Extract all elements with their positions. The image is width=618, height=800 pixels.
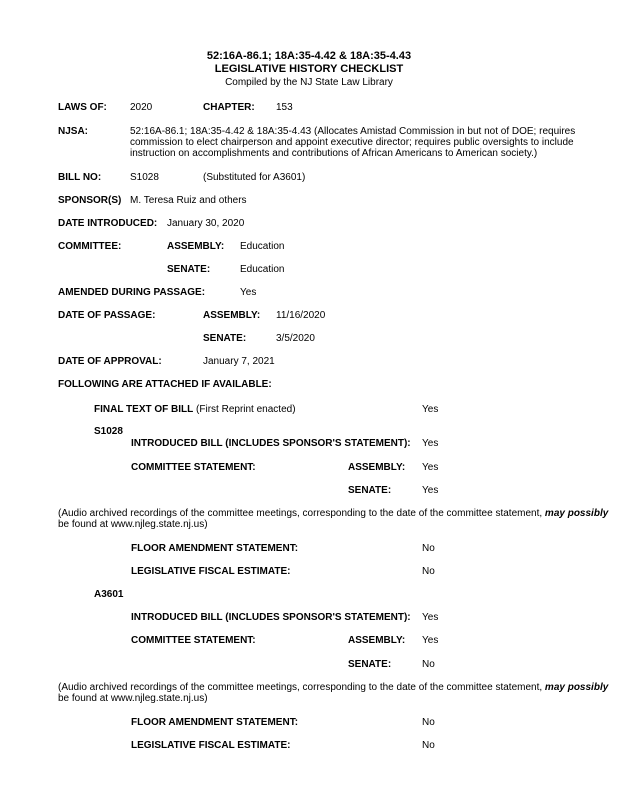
a3601-audio-post: be found at www.njleg.state.nj.us): [58, 693, 208, 704]
passage-senate-label: SENATE:: [203, 333, 247, 344]
njsa-line-2: commission to elect chairperson and appoint executive director; requires public oversights to include: [130, 137, 574, 148]
s1028-heading: S1028: [94, 426, 123, 437]
a3601-senate-value: No: [422, 659, 435, 670]
final-text-value: Yes: [422, 404, 439, 415]
bill-no-note: (Substituted for A3601): [203, 172, 306, 183]
final-text-row: [94, 404, 296, 416]
date-introduced-value: January 30, 2020: [167, 218, 245, 229]
s1028-fiscal-label: LEGISLATIVE FISCAL ESTIMATE:: [131, 566, 291, 577]
date-of-passage-label: DATE OF PASSAGE:: [58, 310, 156, 321]
a3601-introduced-label: INTRODUCED BILL (INCLUDES SPONSOR'S STATEMENT):: [131, 612, 411, 623]
laws-of-value: 2020: [130, 102, 153, 113]
bill-no-label: BILL NO:: [58, 172, 102, 183]
a3601-fiscal-value: No: [422, 740, 435, 751]
final-text-note: (First Reprint enacted): [196, 404, 296, 415]
s1028-committee-label: COMMITTEE STATEMENT:: [131, 462, 256, 473]
amended-label: AMENDED DURING PASSAGE:: [58, 287, 206, 298]
s1028-audio-bold: may possibly: [544, 508, 609, 519]
s1028-senate-label: SENATE:: [348, 485, 392, 496]
final-text-label: FINAL TEXT OF BILL: [94, 404, 194, 415]
date-of-approval-value: January 7, 2021: [203, 356, 275, 367]
laws-of-label: LAWS OF:: [58, 102, 107, 113]
passage-assembly-value: 11/16/2020: [276, 310, 326, 321]
committee-assembly-label: ASSEMBLY:: [167, 241, 225, 252]
date-introduced-label: DATE INTRODUCED:: [58, 218, 158, 229]
s1028-floor-value: No: [422, 543, 435, 554]
a3601-assembly-value: Yes: [422, 635, 439, 646]
amended-value: Yes: [240, 287, 257, 298]
a3601-introduced-value: Yes: [422, 612, 439, 623]
njsa-line-1: 52:16A-86.1; 18A:35-4.42 & 18A:35-4.43 (Allocates Amistad Commission in but not of DOE; requires: [130, 126, 576, 137]
a3601-senate-label: SENATE:: [348, 659, 392, 670]
sponsors-value: M. Teresa Ruiz and others: [130, 195, 247, 206]
sponsors-label: SPONSOR(S): [58, 195, 122, 206]
a3601-floor-value: No: [422, 717, 435, 728]
s1028-fiscal-value: No: [422, 566, 435, 577]
s1028-assembly-value: Yes: [422, 462, 439, 473]
a3601-committee-label: COMMITTEE STATEMENT:: [131, 635, 256, 646]
title-line-1: 52:16A-86.1; 18A:35-4.42 & 18A:35-4.43: [206, 50, 412, 62]
passage-senate-value: 3/5/2020: [276, 333, 315, 344]
committee-senate-label: SENATE:: [167, 264, 211, 275]
chapter-label: CHAPTER:: [203, 102, 255, 113]
s1028-audio-pre: (Audio archived recordings of the committee meetings, corresponding to the date of the committee statement,: [58, 508, 543, 519]
title-line-2: LEGISLATIVE HISTORY CHECKLIST: [214, 63, 404, 75]
a3601-audio-bold: may possibly: [544, 682, 609, 693]
chapter-value: 153: [276, 102, 293, 113]
njsa-line-3: instruction on accomplishments and contributions of African Americans to American society.): [130, 148, 538, 159]
s1028-floor-label: FLOOR AMENDMENT STATEMENT:: [131, 543, 299, 554]
s1028-audio-post: be found at www.njleg.state.nj.us): [58, 519, 208, 530]
date-of-approval-label: DATE OF APPROVAL:: [58, 356, 162, 367]
committee-assembly-value: Education: [240, 241, 285, 252]
s1028-introduced-value: Yes: [422, 438, 439, 449]
bill-no-value: S1028: [130, 172, 159, 183]
a3601-assembly-label: ASSEMBLY:: [348, 635, 406, 646]
compiled-by: Compiled by the NJ State Law Library: [225, 77, 393, 88]
s1028-senate-value: Yes: [422, 485, 439, 496]
a3601-fiscal-label: LEGISLATIVE FISCAL ESTIMATE:: [131, 740, 291, 751]
committee-senate-value: Education: [240, 264, 285, 275]
following-heading: FOLLOWING ARE ATTACHED IF AVAILABLE:: [58, 379, 272, 390]
passage-assembly-label: ASSEMBLY:: [203, 310, 261, 321]
a3601-heading: A3601: [94, 589, 124, 600]
s1028-assembly-label: ASSEMBLY:: [348, 462, 406, 473]
njsa-label: NJSA:: [58, 126, 89, 137]
a3601-floor-label: FLOOR AMENDMENT STATEMENT:: [131, 717, 299, 728]
a3601-audio-pre: (Audio archived recordings of the committee meetings, corresponding to the date of the committee statement,: [58, 682, 543, 693]
s1028-introduced-label: INTRODUCED BILL (INCLUDES SPONSOR'S STATEMENT):: [131, 438, 411, 449]
committee-label: COMMITTEE:: [58, 241, 122, 252]
